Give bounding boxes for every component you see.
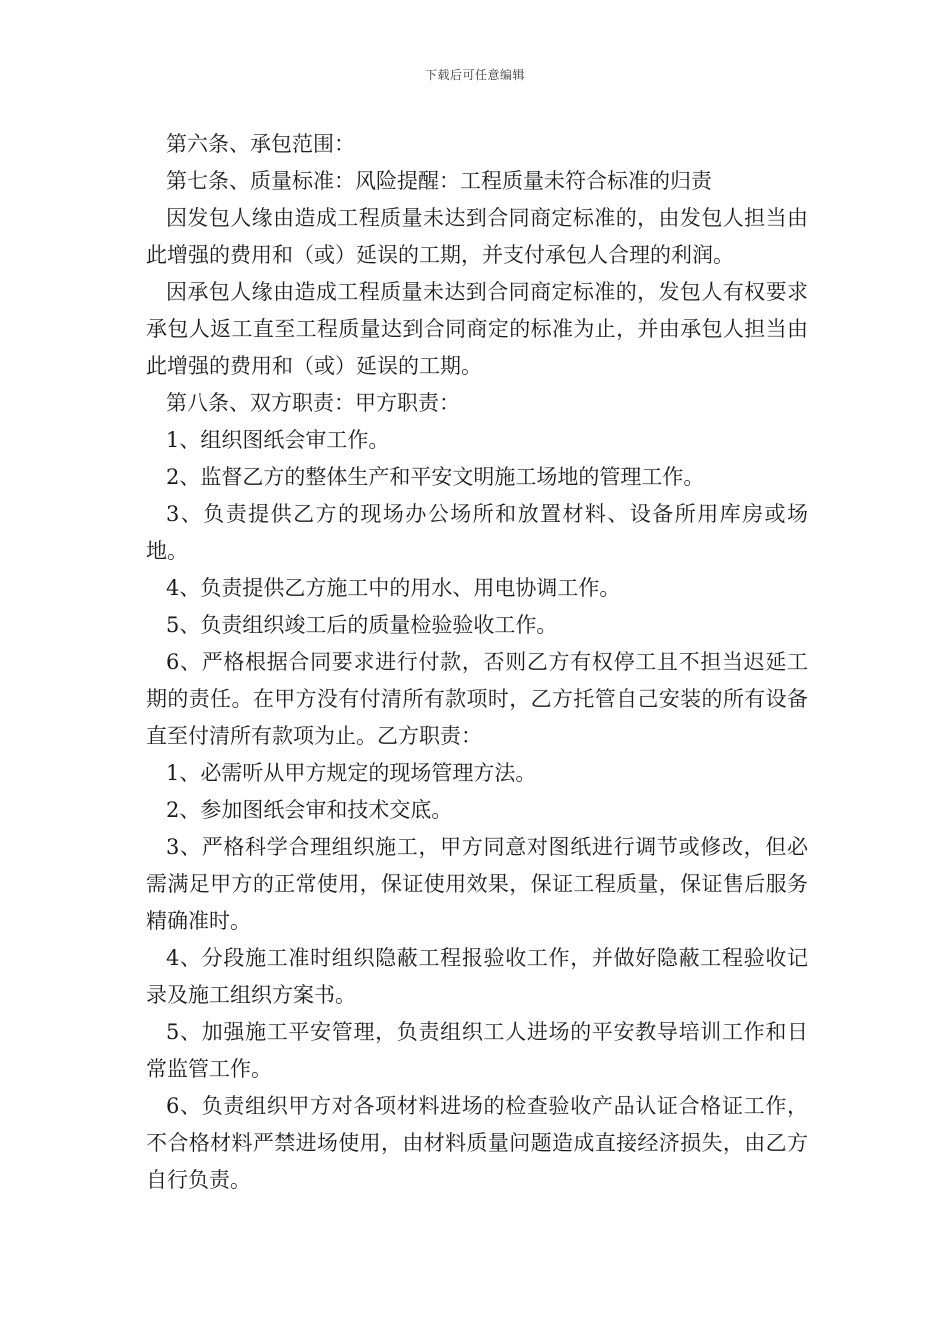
page-header: 下载后可任意编辑 (424, 68, 525, 82)
party-b-duty-1: 1、必需听从甲方规定的现场管理方法。 (166, 761, 537, 785)
party-b-duty-5: 5、加强施工平安管理，负责组织工人进场的平安教导培训工作和日常监管工作。 (146, 1020, 808, 1081)
party-b-duty-3: 3、严格科学合理组织施工，甲方同意对图纸进行调节或修改，但必需满足甲方的正常使用，保证使用效果，保证工程质量，保证售后服务精确准时。 (146, 835, 808, 933)
party-b-duty-6: 6、负责组织甲方对各项材料进场的检查验收产品认证合格证工作，不合格材料严禁进场使用，由材料质量问题造成直接经济损失，由乙方自行负责。 (146, 1094, 808, 1192)
party-a-duty-5: 5、负责组织竣工后的质量检验验收工作。 (166, 613, 558, 637)
party-a-duty-3: 3、负责提供乙方的现场办公场所和放置材料、设备所用库房或场地。 (146, 502, 808, 563)
party-b-duty-4: 4、分段施工准时组织隐蔽工程报验收工作，并做好隐蔽工程验收记录及施工组织方案书。 (146, 946, 808, 1007)
clause-7-quality: 第七条、质量标准：风险提醒：工程质量未符合标准的归责 (166, 169, 712, 193)
document-body (146, 126, 808, 1199)
paragraph-contractor-fault: 因承包人缘由造成工程质量未达到合同商定标准的，发包人有权要求承包人返工直至工程质量达到合同商定的标准为止，并由承包人担当由此增强的费用和（或）延误的工期。 (146, 280, 808, 378)
clause-8-duties: 第八条、双方职责：甲方职责： (166, 391, 460, 415)
clause-6-scope: 第六条、承包范围： (166, 132, 355, 156)
paragraph-employer-fault: 因发包人缘由造成工程质量未达到合同商定标准的，由发包人担当由此增强的费用和（或）延误的工期，并支付承包人合理的利润。 (146, 206, 808, 267)
party-a-duty-6: 6、严格根据合同要求进行付款，否则乙方有权停工且不担当迟延工期的责任。在甲方没有付清所有款项时，乙方托管自己安装的所有设备直至付清所有款项为止。乙方职责： (146, 650, 808, 748)
party-a-duty-1: 1、组织图纸会审工作。 (166, 428, 390, 452)
party-a-duty-4: 4、负责提供乙方施工中的用水、用电协调工作。 (166, 576, 621, 600)
party-a-duty-2: 2、监督乙方的整体生产和平安文明施工场地的管理工作。 (166, 465, 705, 489)
party-b-duty-2: 2、参加图纸会审和技术交底。 (166, 798, 453, 822)
